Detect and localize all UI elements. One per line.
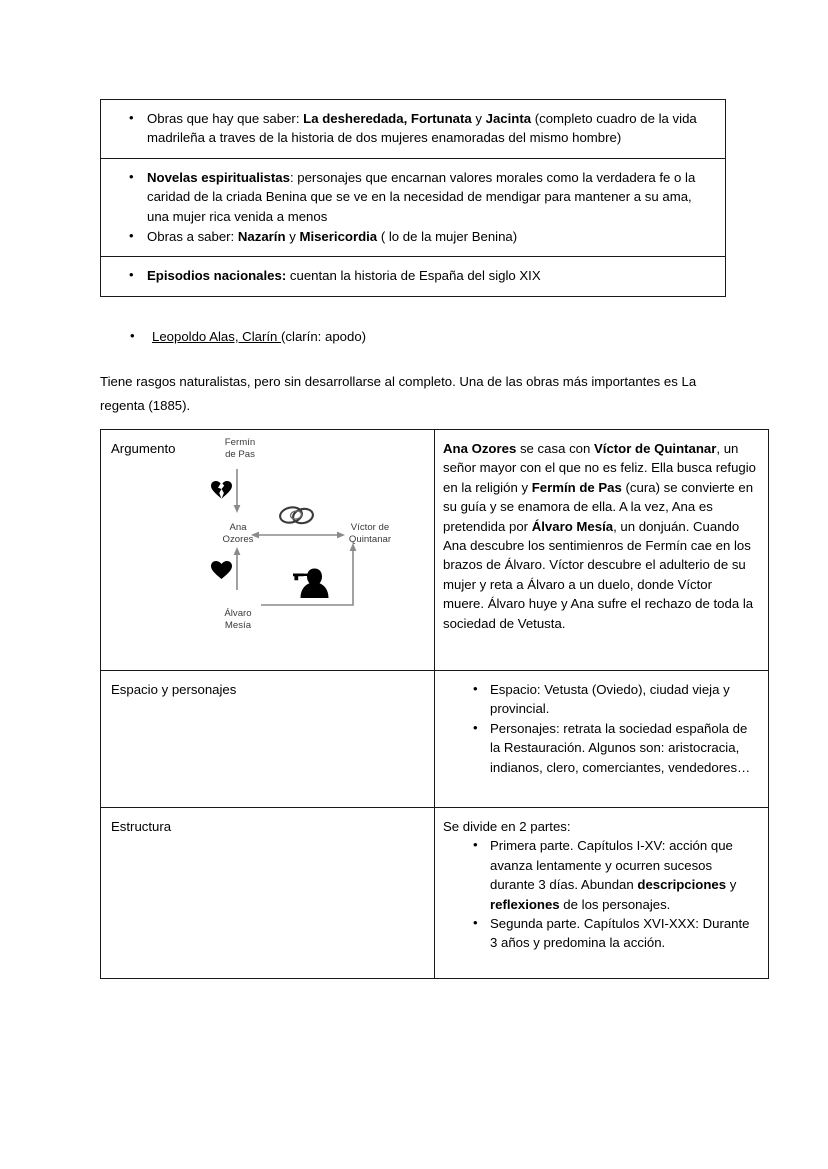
estructura-intro: Se divide en 2 partes: (443, 819, 571, 834)
row-label: Estructura (111, 819, 172, 834)
diagram-label-fermin (205, 437, 275, 462)
diagram-label-line: Álvaro (224, 608, 252, 619)
diagram-label-ana (203, 522, 273, 547)
estructura-segment-bold: descripciones (637, 877, 727, 893)
list-item (111, 227, 713, 246)
list-item (100, 327, 726, 346)
row-content-cell-argumento (435, 430, 769, 671)
argumento-segment: se casa con (516, 441, 594, 456)
galdos-row-cell (101, 100, 726, 159)
regenta-table-body (101, 430, 769, 979)
estructura-segment-bold: reflexiones (490, 896, 560, 912)
row-label-cell-espacio (101, 671, 435, 808)
intro-paragraph: Tiene rasgos naturalistas, pero sin desarrollarse al completo. Una de las obras más importantes es La regenta (1885). (100, 374, 697, 413)
bullet-text-segment-bold: Jacinta (485, 111, 532, 126)
galdos-works-table (100, 99, 726, 297)
list-item (111, 109, 713, 148)
row-label-cell-argumento (101, 430, 435, 671)
list-item (111, 168, 713, 226)
arrowhead-fermin-to-ana (234, 505, 241, 513)
row-label-cell-estructura (101, 808, 435, 979)
bullet-text-segment-bold: Misericordia (299, 229, 378, 245)
broken-heart-icon (211, 481, 232, 499)
bullet-text-segment-bold: Novelas espiritualistas (147, 169, 290, 185)
argumento-segment: , un señor mayor con el que no es feliz. Ella busca refugio en la religión y (443, 441, 757, 495)
list-item: • Segunda parte. Capítulos XVI-XXX: Durante 3 años y predomina la acción. (443, 914, 756, 953)
galdos-table-body (101, 100, 726, 297)
bullet-list (111, 109, 713, 148)
estructura-segment: Primera parte. Capítulos I-XV: acción que avanza lentamente y ocurren sucesos durante 3 días. Abundan (490, 838, 733, 893)
galdos-row-cell (101, 257, 726, 296)
clarin-nickname-note: (clarín: apodo) (281, 329, 367, 344)
duel-pistol-icon (293, 569, 329, 599)
list-item: • Espacio: Vetusta (Oviedo), ciudad vieja y provincial. (443, 680, 756, 719)
list-item (111, 266, 713, 285)
list-item: • Personajes: retrata la sociedad española de la Restauración. Algunos son: aristocracia, indianos, clero, comerciantes, vendedores… (443, 719, 756, 777)
table-row (101, 808, 769, 979)
bullet-text-segment-bold: La desheredada, Fortunata (303, 111, 472, 126)
bullet-list (443, 836, 756, 952)
bullet-text-segment: Obras que hay que saber: (147, 111, 304, 126)
clarin-bullet-list (100, 327, 726, 346)
table-row (101, 100, 726, 159)
bullet-text-segment: : personajes que encarnan valores morales como la verdadera fe o la caridad de la criada Benina que se ve en la necesidad de mendigar para mantener a su ama, una mujer rica venida a menos (147, 169, 696, 224)
bullet-text-segment-bold: Episodios nacionales: (147, 268, 287, 284)
bullet-text-segment: y (285, 229, 300, 245)
bullet-text-segment: ( lo de la mujer Benina) (377, 229, 518, 245)
row-content-cell-estructura (435, 808, 769, 979)
table-row (101, 257, 726, 296)
table-row (101, 430, 769, 671)
argumento-segment-bold: Víctor de Quintanar (594, 441, 717, 456)
bullet-text-segment-bold: Nazarín (237, 229, 286, 245)
estructura-segment: de los personajes. (559, 896, 671, 912)
argumento-paragraph (443, 439, 756, 633)
clarin-author-name: Leopoldo Alas, Clarín (152, 329, 282, 344)
argumento-segment-bold: Ana Ozores (443, 441, 517, 456)
row-label: Argumento (111, 441, 176, 456)
diagram-label-victor (330, 522, 410, 547)
diagram-label-line: Fermín (224, 437, 256, 448)
bullet-list (443, 680, 756, 777)
diagram-label-line: de Pas (225, 449, 255, 461)
bullet-text-segment: (completo cuadro de la vida madrileña a traves de la historia de dos mujeres enamoradas del mismo hombre) (147, 111, 697, 146)
wedding-rings-icon (279, 505, 315, 525)
diagram-label-line: Víctor de (350, 522, 390, 533)
argumento-segment-bold: Fermín de Pas (531, 479, 622, 495)
bullet-text-segment: cuentan la historia de España del siglo XIX (286, 268, 541, 284)
table-row (101, 158, 726, 257)
bullet-list (111, 168, 713, 247)
diagram-label-line: Ozores (222, 534, 254, 546)
galdos-row-cell (101, 158, 726, 257)
argumento-segment: , un donjuán. Cuando Ana descubre los sentimienros de Fermín cae en los brazos de Álvaro. Víctor descubre el adulterio de su mujer y reta a Álvaro a un duelo, donde Víctor muere. Álvaro huye y Ana sufre el rechazo de toda la sociedad de Vetusta. (443, 518, 754, 631)
diagram-label-line: Mesía (224, 620, 252, 632)
row-label: Espacio y personajes (111, 682, 237, 697)
diagram-label-line: Quintanar (348, 534, 392, 546)
argumento-segment-bold: Álvaro Mesía (531, 518, 614, 534)
bullet-list (111, 266, 713, 285)
diagram-label-line: Ana (229, 522, 247, 533)
bullet-text-segment: Obras a saber: (147, 229, 238, 245)
estructura-segment: y (726, 877, 737, 893)
la-regenta-table (100, 429, 769, 979)
table-row (101, 671, 769, 808)
arrowhead-alvaro-to-ana (234, 547, 241, 555)
heart-icon (211, 561, 232, 579)
row-content-cell-espacio (435, 671, 769, 808)
bullet-text-segment: y (471, 111, 486, 126)
argumento-segment: (cura) se convierte en su guía y se enamora de ella. A la vez, Ana es pretendida por (443, 479, 754, 534)
diagram-label-alvaro (203, 608, 273, 633)
list-item (443, 836, 756, 914)
